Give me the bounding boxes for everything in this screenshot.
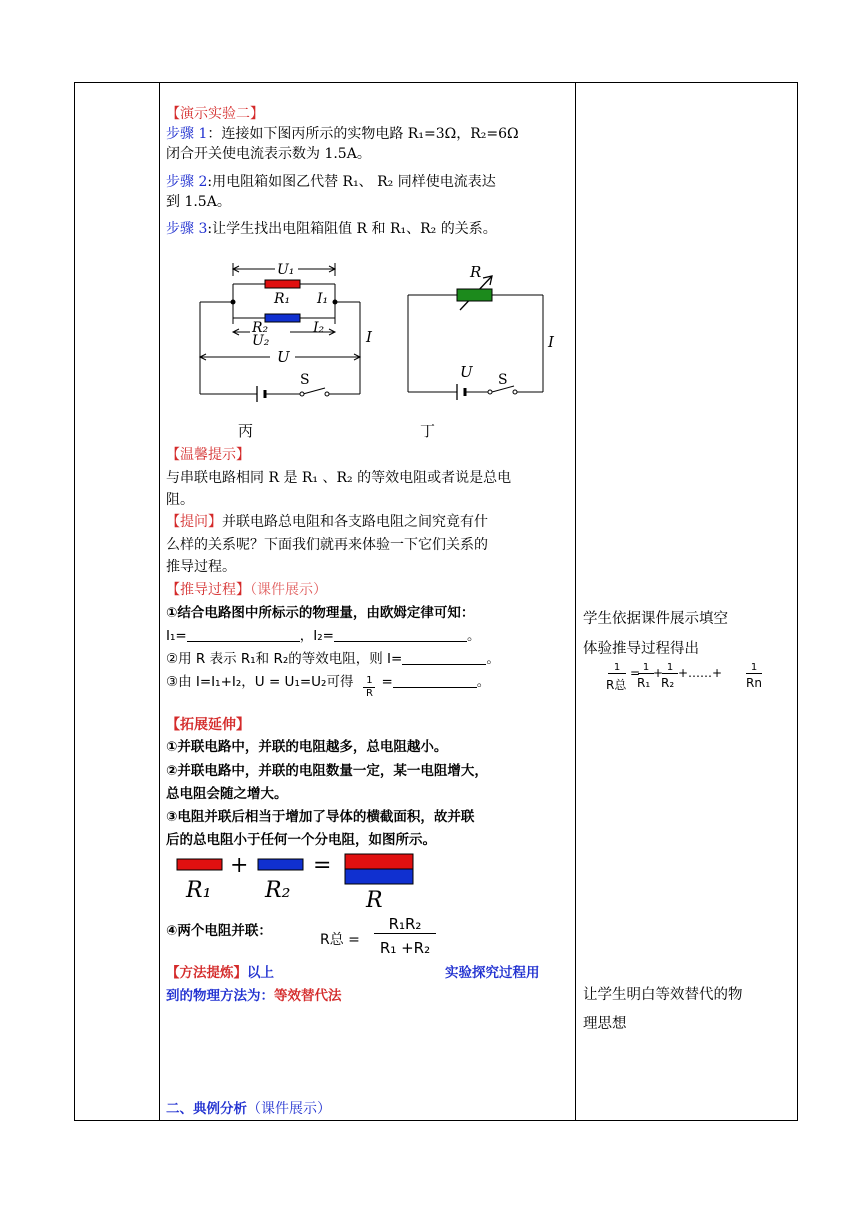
formula-plus-dots: +……+: [678, 666, 723, 680]
extension-line-2: ②并联电路中，并联的电阻数量一定，某一电阻增大，: [166, 763, 488, 779]
blank-i1[interactable]: [187, 627, 300, 642]
formula-lhs: R总 =: [320, 932, 360, 948]
derivation-end-2: 。: [486, 651, 500, 667]
label-r1: R₁: [274, 291, 291, 307]
caption-ding: 丁: [420, 422, 436, 440]
formula-r2: R₂: [661, 676, 675, 690]
caption-bing: 丙: [238, 422, 254, 440]
battery-left: [257, 386, 265, 402]
extension-heading: 【拓展延伸】: [166, 717, 250, 733]
tip-line-1: 与串联电路相同 R 是 R₁ 、R₂ 的等效电阻或者说是总电: [166, 470, 512, 486]
formula-rn: Rn: [746, 676, 762, 690]
resistor-r1: [265, 280, 300, 288]
derivation-end-1: 。: [466, 628, 481, 644]
step1-text: ：连接如下图丙所示的实物电路 R₁=3Ω，R₂=6Ω: [207, 126, 519, 142]
figure-r1-bar: [177, 859, 222, 870]
label-i-right: I: [548, 333, 554, 351]
section2-title: 二、典例分析: [166, 1101, 247, 1117]
method-text-3: 到的物理方法为：: [166, 988, 274, 1004]
demo2-heading: 【演示实验二】: [166, 106, 264, 122]
extension-line-5: 后的总电阻小于任何一个分电阻，如图所示。: [166, 832, 436, 848]
step3-label: 步骤 3: [166, 221, 208, 237]
right-line-1: 学生依据课件展示填空: [583, 611, 728, 627]
step3: [166, 219, 497, 239]
right-line-2: 体验推导过程得出: [583, 641, 699, 657]
fraction-one-over-r: [363, 675, 375, 700]
label-i: I: [366, 328, 372, 346]
step3-text: :让学生找出电阻箱阻值 R 和 R₁、R₂ 的关系。: [207, 221, 497, 237]
right-line-3: 让学生明白等效替代的物: [583, 987, 743, 1003]
circuit-diagrams: [170, 252, 570, 447]
section2-note: （课件展示）: [247, 1101, 331, 1117]
figure-plus: +: [230, 853, 249, 878]
blank-i2[interactable]: [334, 627, 467, 642]
label-switch: S: [300, 372, 310, 388]
label-u-right: U: [460, 363, 473, 381]
figure-label-r1: R₁: [186, 878, 212, 903]
derivation-line-2: [166, 626, 480, 646]
derivation-i2-label: ，I₂=: [299, 628, 334, 644]
column-divider-2: [575, 82, 576, 1121]
extension-line-4: ③电阻并联后相当于增加了导体的横截面积，故并联: [166, 809, 475, 825]
formula-r1: R₁: [637, 676, 651, 690]
derivation-line-1: ①结合电路图中所标示的物理量，由欧姆定律可知：: [166, 605, 475, 621]
derivation-note: （课件展示）: [250, 582, 327, 598]
method-text-2: 实验探究过程用: [445, 965, 540, 981]
method-text-1: 以上: [247, 965, 274, 981]
resistor-area-figure: [170, 850, 430, 912]
label-r: R: [470, 263, 482, 281]
derivation-i1-label: I₁=: [166, 628, 187, 644]
step1-label: 步骤 1: [166, 126, 208, 142]
battery-right: [457, 384, 465, 400]
figure-r-bar-bottom: [345, 869, 413, 884]
label-i1: I₁: [317, 291, 329, 307]
resistor-r2: [265, 314, 300, 322]
figure-equals: =: [313, 853, 332, 878]
blank-one-over-r[interactable]: [393, 673, 477, 688]
blank-i[interactable]: [402, 650, 486, 665]
resistance-box: [457, 289, 492, 301]
extension-line-1: ①并联电路中，并联的电阻越多，总电阻越小。: [166, 739, 448, 755]
question-line-1: [166, 512, 488, 532]
step2: [166, 172, 496, 192]
step1-continued: 闭合开关使电流表示数为 1.5A。: [166, 146, 371, 162]
question-line-3: 推导过程。: [166, 559, 236, 575]
right-line-4: 理思想: [583, 1016, 627, 1032]
method-line-1: [166, 963, 571, 983]
figure-r-bar-top: [345, 854, 413, 869]
formula-equals: =: [630, 666, 641, 680]
step2-continued: 到 1.5A。: [166, 194, 231, 210]
label-i2: I₂: [313, 320, 325, 336]
tip-heading: 【温馨提示】: [166, 447, 250, 463]
method-answer: 等效替代法: [274, 988, 342, 1004]
formula-one-b: 1: [638, 662, 654, 674]
column-divider-1: [159, 82, 160, 1121]
figure-label-r2: R₂: [265, 878, 291, 903]
derivation-heading: 【推导过程】: [166, 582, 250, 598]
question-label: 【提问】: [166, 514, 222, 530]
label-r2: R₂: [252, 320, 269, 336]
derivation-end-3: 。: [476, 674, 491, 690]
formula-numerator: R₁R₂: [374, 915, 436, 934]
fraction-denominator: R: [365, 688, 373, 699]
question-line-2: 么样的关系呢？下面我们就再来体验一下它们关系的: [166, 537, 488, 553]
step2-text: :用电阻箱如图乙代替 R₁、 R₂ 同样使电流表达: [207, 174, 496, 190]
question-text-1: 并联电路总电阻和各支路电阻之间究竟有什: [222, 514, 488, 530]
tip-line-2: 阻。: [166, 492, 194, 508]
derivation-from-label: ③由 I=I₁+I₂，U = U₁=U₂可得: [166, 674, 354, 690]
formula-plus-1: +: [653, 666, 664, 680]
formula-one-a: 1: [608, 662, 626, 674]
label-switch-right: S: [498, 372, 508, 388]
derivation-heading-line: [166, 580, 327, 600]
derivation-i-label: ②用 R 表示 R₁和 R₂的等效电阻，则 I=: [166, 651, 403, 667]
section2-line: [166, 1099, 331, 1119]
label-u: U: [277, 348, 290, 366]
label-u2: U₂: [252, 333, 270, 349]
derivation-line-4: [166, 672, 490, 700]
step2-label: 步骤 2: [166, 174, 208, 190]
figure-r2-bar: [258, 859, 303, 870]
formula-one-c: 1: [662, 662, 678, 674]
extension-line-6: ④两个电阻并联：: [166, 923, 272, 939]
formula-denominator: R₁ +R₂: [379, 939, 431, 957]
reciprocal-sum-formula: [606, 662, 796, 706]
method-line-2: [166, 986, 342, 1006]
formula-one-d: 1: [746, 662, 762, 674]
derivation-line-3: [166, 649, 500, 669]
method-label: 【方法提炼】: [166, 965, 247, 981]
fraction-numerator: 1: [363, 675, 375, 688]
label-u1: U₁: [277, 262, 295, 278]
derivation-eq: =: [381, 674, 393, 690]
figure-label-r: R: [366, 888, 383, 912]
formula-r-total: R总: [606, 678, 627, 692]
extension-line-3: 总电阻会随之增大。: [166, 786, 288, 802]
step1: [166, 124, 519, 144]
